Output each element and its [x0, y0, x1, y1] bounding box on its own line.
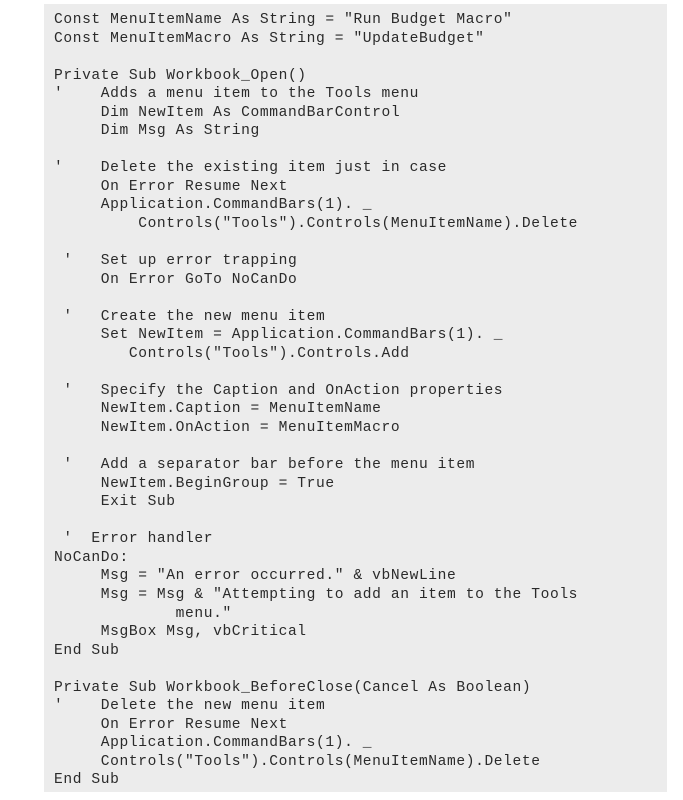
- code-line: ' Error handler: [54, 531, 214, 548]
- code-line: menu.": [54, 605, 232, 622]
- code-line: [54, 234, 667, 253]
- code-line: Controls("Tools").Controls(MenuItemName).Delete: [54, 216, 579, 233]
- code-line: Controls("Tools").Controls(MenuItemName).Delete: [54, 753, 541, 770]
- code-line: [54, 438, 667, 457]
- code-line: [54, 363, 667, 382]
- code-line: NewItem.OnAction = MenuItemMacro: [54, 420, 401, 437]
- code-line: ' Specify the Caption and OnAction properties: [54, 382, 504, 399]
- code-line: [54, 289, 667, 308]
- code-line: [54, 48, 667, 67]
- code-line: NewItem.Caption = MenuItemName: [54, 401, 382, 418]
- code-line: NoCanDo:: [54, 549, 129, 566]
- code-line: End Sub: [54, 642, 120, 659]
- code-line: MsgBox Msg, vbCritical: [54, 624, 307, 641]
- code-line: Controls("Tools").Controls.Add: [54, 345, 410, 362]
- code-line: Const MenuItemName As String = "Run Budget Macro": [54, 12, 513, 28]
- code-line: Dim Msg As String: [54, 123, 260, 140]
- code-line: On Error Resume Next: [54, 716, 288, 733]
- code-line: Set NewItem = Application.CommandBars(1). _: [54, 327, 504, 344]
- code-line: Private Sub Workbook_Open(): [54, 67, 307, 84]
- code-line: Dim NewItem As CommandBarControl: [54, 104, 401, 121]
- code-line: ' Adds a menu item to the Tools menu: [54, 86, 419, 103]
- code-line: ' Create the new menu item: [54, 308, 326, 325]
- code-line: [54, 660, 667, 679]
- code-listing: [44, 4, 667, 792]
- code-line: On Error GoTo NoCanDo: [54, 271, 298, 288]
- code-line: [54, 512, 667, 531]
- code-line: [54, 141, 667, 160]
- code-line: ' Delete the existing item just in case: [54, 160, 448, 177]
- code-line: ' Delete the new menu item: [54, 698, 326, 715]
- code-line: Msg = "An error occurred." & vbNewLine: [54, 568, 457, 585]
- code-line: On Error Resume Next: [54, 178, 288, 195]
- code-line: Msg = Msg & "Attempting to add an item to the Tools: [54, 586, 579, 603]
- code-line: ' Set up error trapping: [54, 253, 298, 270]
- code-line: Application.CommandBars(1). _: [54, 197, 373, 214]
- code-line: Const MenuItemMacro As String = "UpdateBudget": [54, 30, 485, 47]
- code-line: Private Sub Workbook_BeforeClose(Cancel As Boolean): [54, 679, 532, 696]
- code-line: Exit Sub: [54, 494, 176, 511]
- code-line: Application.CommandBars(1). _: [54, 735, 373, 752]
- code-line: End Sub: [54, 772, 120, 789]
- code-line: ' Add a separator bar before the menu item: [54, 457, 476, 474]
- code-line: NewItem.BeginGroup = True: [54, 475, 335, 492]
